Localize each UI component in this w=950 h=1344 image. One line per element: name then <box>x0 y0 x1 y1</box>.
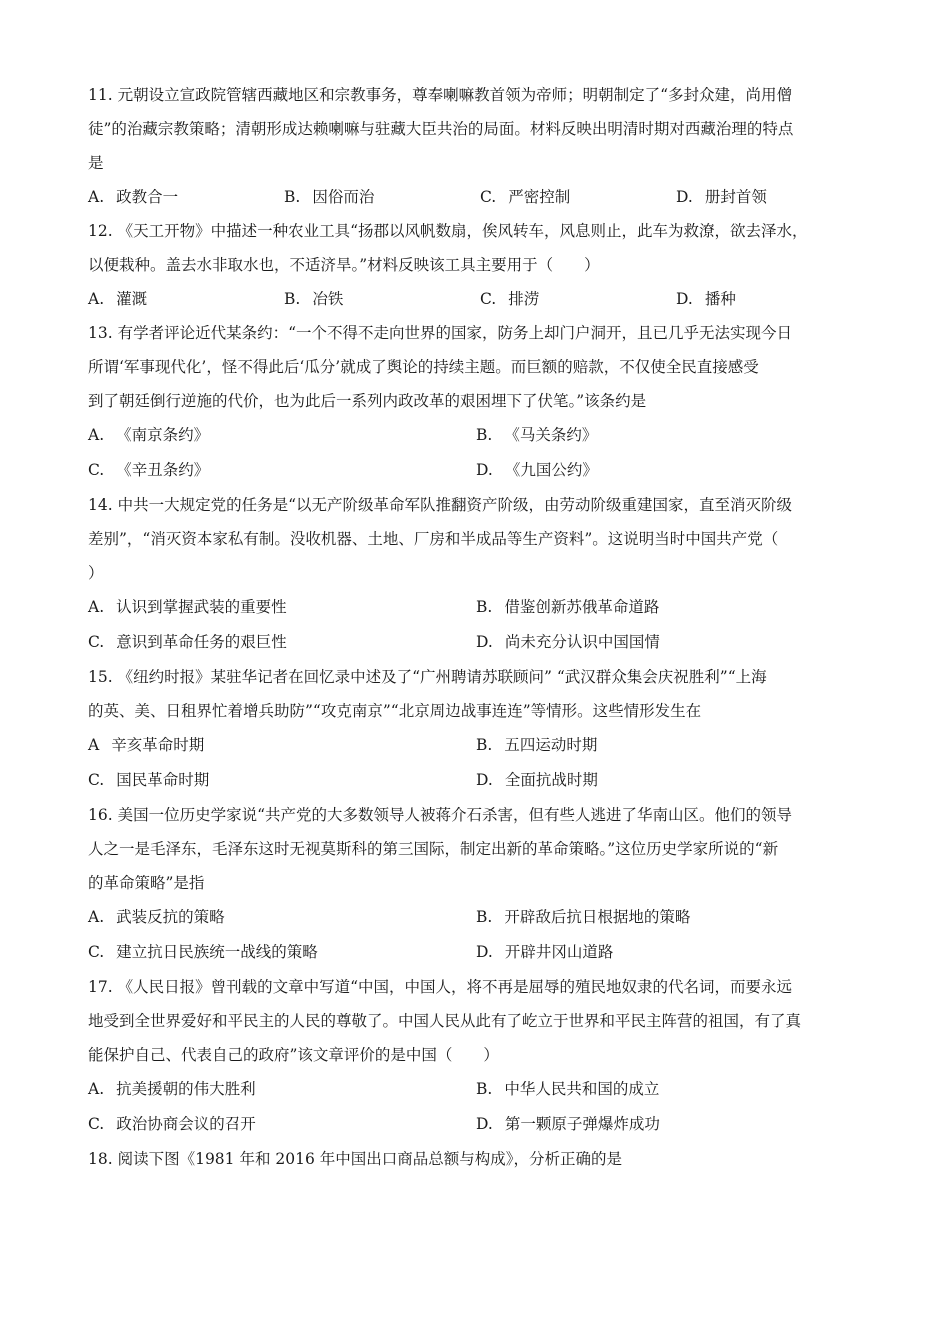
option-text: 中华人民共和国的成立 <box>504 1080 660 1098</box>
option-label: C. <box>88 633 105 651</box>
option-b[interactable] <box>476 900 864 935</box>
options-row <box>88 590 864 625</box>
option-label: A <box>88 736 100 754</box>
option-c[interactable] <box>88 453 476 488</box>
options-row <box>88 282 864 316</box>
option-b[interactable] <box>284 282 480 316</box>
options-row <box>88 935 864 970</box>
option-label: A. <box>88 908 105 926</box>
option-text: 严密控制 <box>508 188 571 206</box>
question-12 <box>88 214 864 316</box>
option-a[interactable] <box>88 728 476 763</box>
question-text-line: 以便栽种。盖去水非取水也，不适济旱。”材料反映该工具主要用于（ ） <box>88 256 600 274</box>
option-label: A. <box>88 426 105 444</box>
option-label: D. <box>676 290 693 308</box>
option-label: B. <box>284 290 301 308</box>
question-text-line: 13. 有学者评论近代某条约：“一个不得不走向世界的国家，防务上却门户洞开，且已几乎无法实现今日 <box>88 324 793 342</box>
option-label: B. <box>476 1080 493 1098</box>
option-c[interactable] <box>480 282 676 316</box>
options-row <box>88 900 864 935</box>
question-text-line: 的革命策略”是指 <box>88 874 205 892</box>
question-18 <box>88 1142 864 1176</box>
option-d[interactable] <box>476 935 864 970</box>
option-a[interactable] <box>88 180 284 214</box>
option-text: 播种 <box>704 290 736 308</box>
option-label: D. <box>476 633 493 651</box>
question-text-line: 17. 《人民日报》曾刊载的文章中写道“中国，中国人，将不再是屈辱的殖民地奴隶的代名词，而要永远 <box>88 978 793 996</box>
option-label: C. <box>480 188 497 206</box>
option-text: 全面抗战时期 <box>504 771 598 789</box>
option-label: D. <box>476 771 493 789</box>
question-11 <box>88 78 864 214</box>
option-text: 冶铁 <box>312 290 344 308</box>
option-text: 尚未充分认识中国国情 <box>504 633 660 651</box>
question-text-line: 是 <box>88 154 104 172</box>
question-text-line: 地受到全世界爱好和平民主的人民的尊敬了。中国人民从此有了屹立于世界和平民主阵营的祖国，有了真 <box>88 1012 802 1030</box>
option-text: 政治协商会议的召开 <box>116 1115 256 1133</box>
option-d[interactable] <box>676 180 864 214</box>
question-text-line: 12. 《天工开物》中描述一种农业工具“扬郡以风帆数扇，俟风转车，风息则止，此车为救潦，欲去泽水， <box>88 222 808 240</box>
question-text-line: 11. 元朝设立宣政院管辖西藏地区和宗教事务，尊奉喇嘛教首领为帝师；明朝制定了“多封众建，尚用僧 <box>88 86 793 104</box>
question-text-line: 16. 美国一位历史学家说“共产党的大多数领导人被蒋介石杀害，但有些人逃进了华南山区。他们的领导 <box>88 806 793 824</box>
option-text: 《马关条约》 <box>504 426 598 444</box>
option-label: B. <box>476 598 493 616</box>
question-text-line: 18. 阅读下图《1981 年和 2016 年中国出口商品总额与构成》，分析正确的是 <box>88 1150 623 1168</box>
option-label: B. <box>284 188 301 206</box>
option-c[interactable] <box>480 180 676 214</box>
option-b[interactable] <box>476 418 864 453</box>
option-label: B. <box>476 426 493 444</box>
option-label: D. <box>476 1115 493 1133</box>
question-text-line: 的英、美、日租界忙着增兵助防”“攻克南京”“北京周边战事连连”等情形。这些情形发生在 <box>88 702 702 720</box>
option-a[interactable] <box>88 590 476 625</box>
option-text: 《南京条约》 <box>116 426 210 444</box>
options-row <box>88 418 864 453</box>
option-text: 五四运动时期 <box>504 736 598 754</box>
option-a[interactable] <box>88 900 476 935</box>
options-row <box>88 625 864 660</box>
option-text: 排涝 <box>508 290 540 308</box>
option-label: B. <box>476 736 493 754</box>
option-text: 灌溉 <box>116 290 148 308</box>
option-text: 武装反抗的策略 <box>116 908 225 926</box>
question-text-line: ） <box>88 564 104 582</box>
question-text-line: 能保护自己、代表自己的政府”该文章评价的是中国（ ） <box>88 1046 499 1064</box>
option-c[interactable] <box>88 1107 476 1142</box>
option-a[interactable] <box>88 282 284 316</box>
option-d[interactable] <box>676 282 864 316</box>
option-text: 《九国公约》 <box>504 461 598 479</box>
option-d[interactable] <box>476 763 864 798</box>
option-text: 认识到掌握武装的重要性 <box>116 598 287 616</box>
option-b[interactable] <box>284 180 480 214</box>
option-d[interactable] <box>476 1107 864 1142</box>
exam-page <box>88 78 864 1176</box>
question-text-line: 人之一是毛泽东，毛泽东这时无视莫斯科的第三国际，制定出新的革命策略。”这位历史学家所说的“新 <box>88 840 779 858</box>
question-15 <box>88 660 864 798</box>
option-text: 借鉴创新苏俄革命道路 <box>504 598 660 616</box>
option-b[interactable] <box>476 590 864 625</box>
option-c[interactable] <box>88 763 476 798</box>
options-row <box>88 1072 864 1107</box>
option-text: 政教合一 <box>116 188 179 206</box>
option-d[interactable] <box>476 453 864 488</box>
option-text: 抗美援朝的伟大胜利 <box>116 1080 256 1098</box>
option-label: D. <box>676 188 693 206</box>
option-label: A. <box>88 1080 105 1098</box>
options-row <box>88 1107 864 1142</box>
question-text-line: 差别”，“消灭资本家私有制。没收机器、土地、厂房和半成品等生产资料”。这说明当时中国共产党（ <box>88 530 779 548</box>
option-label: A. <box>88 598 105 616</box>
option-text: 《辛丑条约》 <box>116 461 210 479</box>
options-row <box>88 453 864 488</box>
option-text: 建立抗日民族统一战线的策略 <box>116 943 318 961</box>
option-a[interactable] <box>88 418 476 453</box>
option-label: C. <box>88 943 105 961</box>
option-text: 第一颗原子弹爆炸成功 <box>504 1115 660 1133</box>
option-label: C. <box>88 461 105 479</box>
option-c[interactable] <box>88 625 476 660</box>
question-text-line: 所谓‘军事现代化’，怪不得此后‘瓜分’就成了舆论的持续主题。而巨额的赔款，不仅使全民直接感受 <box>88 358 759 376</box>
option-text: 因俗而治 <box>312 188 375 206</box>
option-text: 意识到革命任务的艰巨性 <box>116 633 287 651</box>
option-label: D. <box>476 461 493 479</box>
option-text: 册封首领 <box>704 188 767 206</box>
option-label: A. <box>88 290 105 308</box>
option-label: C. <box>88 1115 105 1133</box>
option-label: C. <box>88 771 105 789</box>
question-17 <box>88 970 864 1142</box>
option-a[interactable] <box>88 1072 476 1107</box>
option-b[interactable] <box>476 728 864 763</box>
options-row <box>88 763 864 798</box>
option-label: B. <box>476 908 493 926</box>
option-c[interactable] <box>88 935 476 970</box>
options-row <box>88 728 864 763</box>
option-b[interactable] <box>476 1072 864 1107</box>
option-d[interactable] <box>476 625 864 660</box>
question-text-line: 到了朝廷倒行逆施的代价，也为此后一系列内政改革的艰困埋下了伏笔。”该条约是 <box>88 392 647 410</box>
option-text: 开辟井冈山道路 <box>504 943 614 961</box>
question-16 <box>88 798 864 970</box>
question-text-line: 14. 中共一大规定党的任务是“以无产阶级革命军队推翻资产阶级，由劳动阶级重建国家，直至消灭阶级 <box>88 496 793 514</box>
option-text: 开辟敌后抗日根据地的策略 <box>504 908 691 926</box>
option-label: C. <box>480 290 497 308</box>
question-text-line: 徒”的治藏宗教策略；清朝形成达赖喇嘛与驻藏大臣共治的局面。材料反映出明清时期对西藏治理的特点 <box>88 120 794 138</box>
options-row <box>88 180 864 214</box>
question-14 <box>88 488 864 660</box>
option-label: A. <box>88 188 105 206</box>
question-text-line: 15. 《纽约时报》某驻华记者在回忆录中述及了“广州聘请苏联顾问” “武汉群众集会庆祝胜利”“上海 <box>88 668 767 686</box>
question-13 <box>88 316 864 488</box>
option-text: 辛亥革命时期 <box>111 736 205 754</box>
option-label: D. <box>476 943 493 961</box>
option-text: 国民革命时期 <box>116 771 210 789</box>
